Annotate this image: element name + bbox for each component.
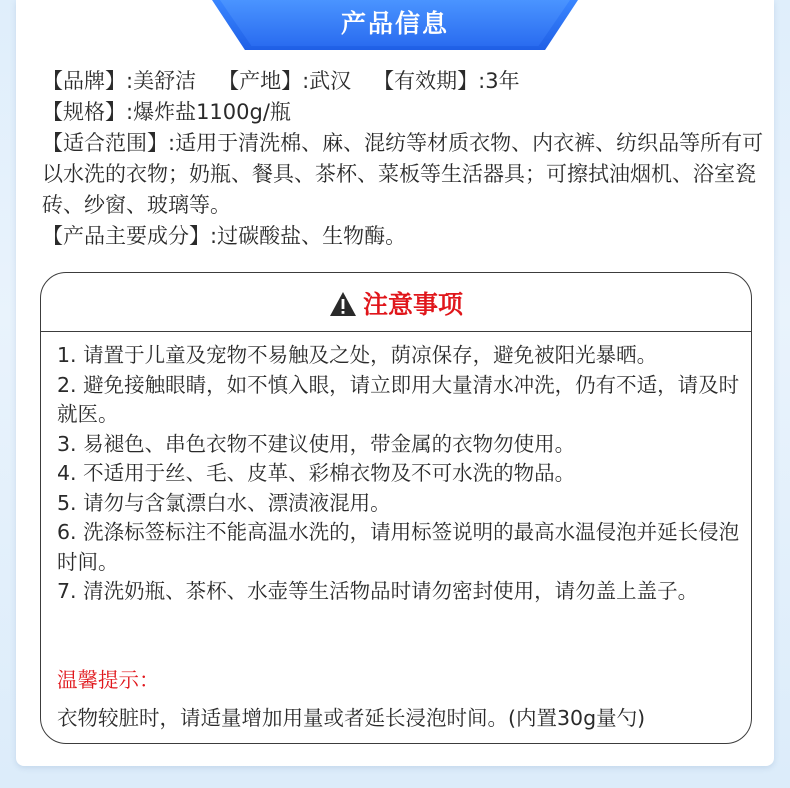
notice-item-6: 6. 洗涤标签标注不能高温水洗的，请用标签说明的最高水温侵泡并延长侵泡时间。 bbox=[57, 520, 740, 574]
notice-item-7: 7. 清洗奶瓶、茶杯、水壶等生活物品时请勿密封使用，请勿盖上盖子。 bbox=[57, 579, 699, 603]
notice-item-2: 2. 避免接触眼睛，如不慎入眼，请立即用大量清水冲洗，仍有不适，请及时就医。 bbox=[57, 372, 740, 426]
notice-item-5: 5. 请勿与含氯漂白水、漂渍液混用。 bbox=[57, 490, 391, 515]
info-row-brand bbox=[42, 66, 772, 97]
ingredients-value: :过碳酸盐、生物酶。 bbox=[210, 224, 407, 248]
scope-value: :适用于清洗棉、麻、混纺等材质衣物、内衣裤、纺织品等所有可以水洗的衣物；奶瓶、餐具、茶杯、菜板等生活器具；可擦拭油烟机、浴室瓷砖、纱窗、玻璃等。 bbox=[42, 131, 764, 217]
notice-item-1: 1. 请置于儿童及宠物不易触及之处，荫凉保存，避免被阳光暴晒。 bbox=[57, 343, 658, 367]
info-row-scope bbox=[42, 128, 772, 221]
ingredients-label: 【产品主要成分】 bbox=[42, 224, 210, 248]
origin-label: 【产地】 bbox=[218, 69, 303, 93]
notice-list bbox=[57, 341, 747, 607]
notice-item-3: 3. 易褪色、串色衣物不建议使用，带金属的衣物勿使用。 bbox=[57, 431, 576, 456]
expiry-value: :3年 bbox=[478, 69, 520, 93]
info-row-spec bbox=[42, 97, 772, 128]
tip-label: 温馨提示： bbox=[57, 668, 160, 692]
origin-value: :武汉 bbox=[302, 69, 352, 93]
brand-label: 【品牌】 bbox=[42, 69, 126, 93]
product-info bbox=[42, 66, 772, 252]
page-title: 产品信息 bbox=[340, 9, 449, 38]
scope-label: 【适合范围】 bbox=[42, 131, 168, 155]
spec-label: 【规格】 bbox=[42, 100, 126, 124]
warning-triangle-icon bbox=[329, 291, 357, 323]
notice-header bbox=[41, 273, 751, 332]
brand-value: :美舒洁 bbox=[126, 69, 197, 93]
tip-text: 衣物较脏时，请适量增加用量或者延长浸泡时间。(内置30g量勺) bbox=[57, 706, 646, 730]
expiry-label: 【有效期】 bbox=[373, 69, 479, 93]
spec-value: :爆炸盐1100g/瓶 bbox=[126, 100, 291, 124]
notice-title: 注意事项 bbox=[362, 290, 463, 319]
notice-box bbox=[40, 272, 752, 744]
notice-item-4: 4. 不适用于丝、毛、皮革、彩棉衣物及不可水洗的物品。 bbox=[57, 461, 576, 485]
info-row-ingredients bbox=[42, 221, 772, 252]
notice-title-row bbox=[41, 285, 751, 323]
